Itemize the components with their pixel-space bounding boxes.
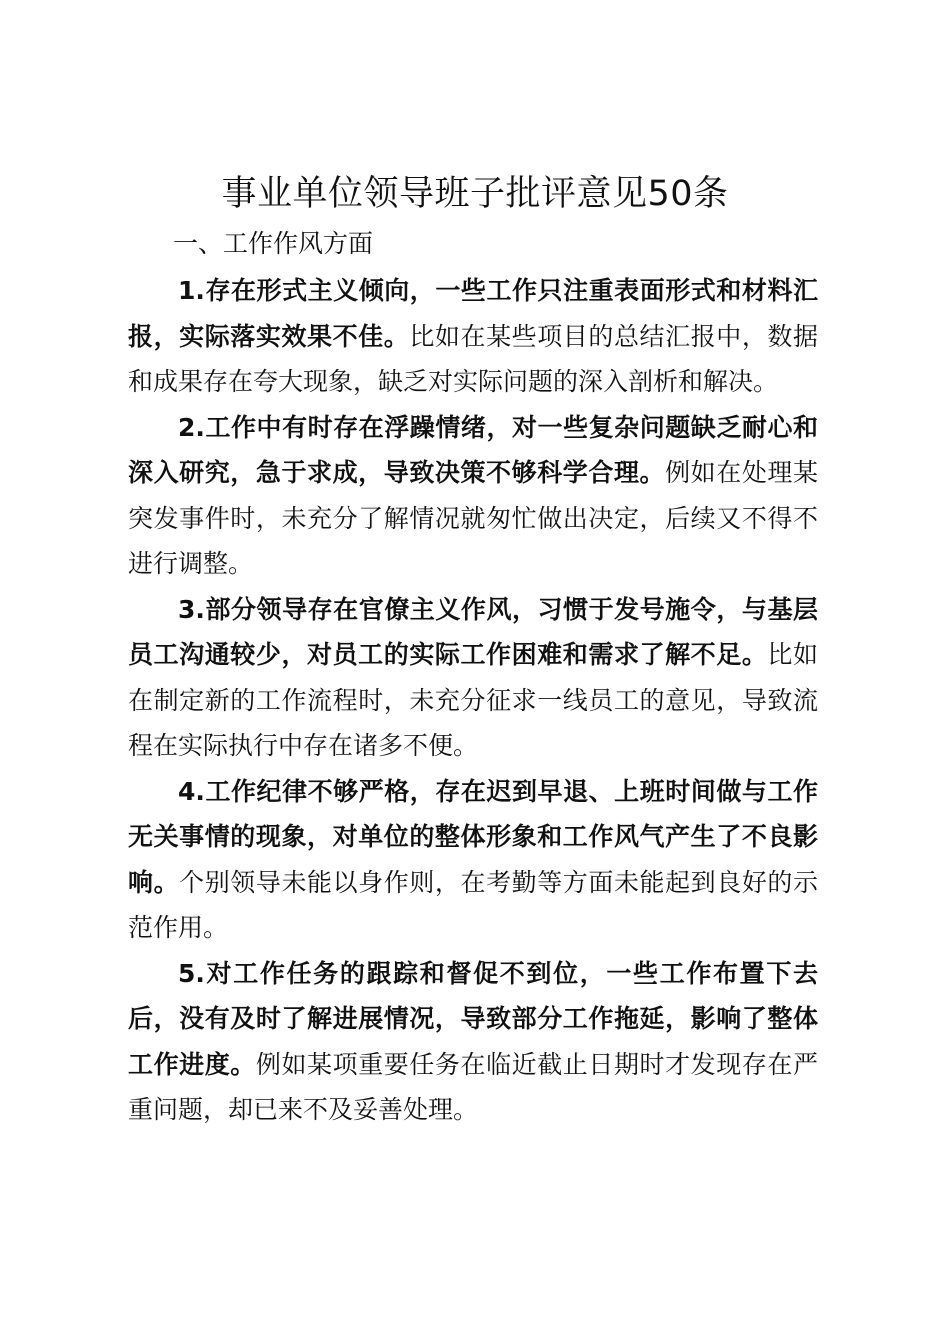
section-heading: 一、工作作风方面 xyxy=(173,229,374,258)
item-headline: 4.工作纪律不够严格，存在迟到早退、上班时间做与工作无关事情的现象，对单位的整体形象和工作风气产生了不良影响。 xyxy=(128,776,818,897)
item-detail: 例如某项重要任务在临近截止日期时才发现存在严重问题，却已来不及妥善处理。 xyxy=(128,1049,818,1124)
list-item xyxy=(128,268,818,405)
item-detail: 个别领导未能以身作则，在考勤等方面未能起到良好的示范作用。 xyxy=(128,867,818,942)
list-item xyxy=(128,405,818,587)
item-headline: 1.存在形式主义倾向，一些工作只注重表面形式和材料汇报，实际落实效果不佳。 xyxy=(128,276,818,351)
list-item xyxy=(128,587,818,769)
item-headline: 5.对工作任务的跟踪和督促不到位，一些工作布置下去后，没有及时了解进展情况，导致部分工作拖延，影响了整体工作进度。 xyxy=(128,958,818,1079)
item-detail: 比如在制定新的工作流程时，未充分征求一线员工的意见，导致流程在实际执行中存在诸多不便。 xyxy=(128,640,818,760)
item-detail: 比如在某些项目的总结汇报中，数据和成果存在夸大现象，缺乏对实际问题的深入剖析和解决。 xyxy=(128,321,818,396)
list-item xyxy=(128,769,818,951)
list-item xyxy=(128,951,818,1133)
item-headline: 2.工作中有时存在浮躁情绪，对一些复杂问题缺乏耐心和深入研究，急于求成，导致决策不够科学合理。 xyxy=(128,412,818,487)
criticism-list xyxy=(128,268,818,1133)
item-headline: 3.部分领导存在官僚主义作风，习惯于发号施令，与基层员工沟通较少，对员工的实际工作困难和需求了解不足。 xyxy=(128,594,818,669)
item-detail: 例如在处理某突发事件时，未充分了解情况就匆忙做出决定，后续又不得不进行调整。 xyxy=(128,458,818,578)
document-title: 事业单位领导班子批评意见50条 xyxy=(221,174,729,214)
